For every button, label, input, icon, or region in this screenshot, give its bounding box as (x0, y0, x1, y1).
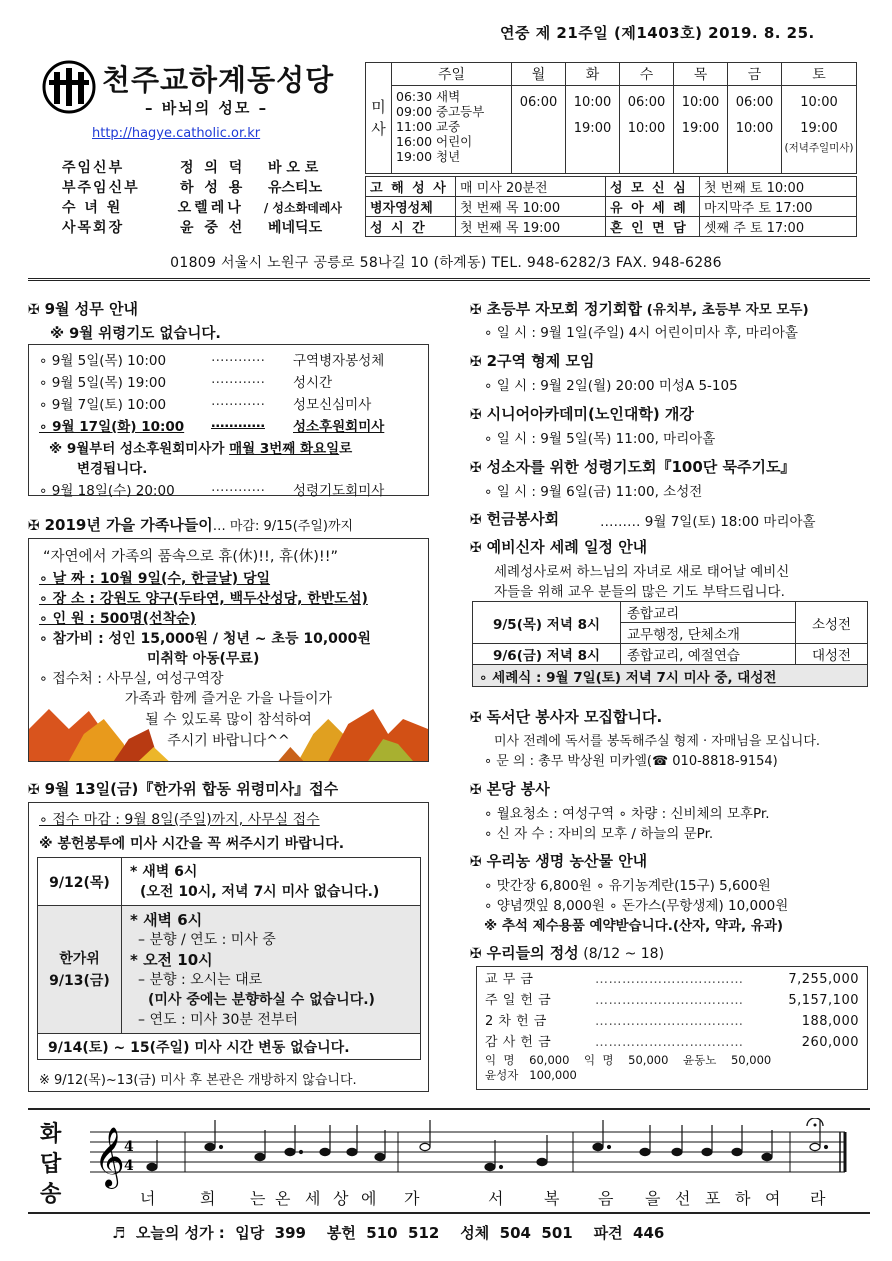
offering-row: 2 차 헌 금 …………………………… 188,000 (485, 1014, 859, 1029)
church-website-link[interactable]: http://hagye.catholic.or.kr (92, 126, 261, 141)
sacrament-row: 고 해 성 사 매 미사 20분전 성 모 신 심 첫 번째 토 10:00 (366, 177, 857, 197)
offering-row: 교 무 금 …………………………… 7,255,000 (485, 972, 859, 987)
offering-row: 주 일 헌 금 …………………………… 5,157,100 (485, 993, 859, 1008)
event-item: ∘ 9월 5일(목) 19:00 ………… 성시간 (39, 371, 333, 391)
memorial-closing-note: ※ 9/12(목)~13(금) 미사 후 본관은 개방하지 않습니다. (39, 1073, 357, 1088)
wednesday-masses: 06:00 10:00 (620, 86, 674, 174)
event-item: ∘ 9월 7일(토) 10:00 ………… 성모신심미사 (39, 393, 372, 413)
offering-row: 감 사 헌 금 …………………………… 260,000 (485, 1035, 859, 1050)
baptism-schedule-table: 9/5(목) 저녁 8시 종합교리 소성전 교무행정, 단체소개 9/6(금) 저녁 8시 종합교리, 예절연습 대성전 ∘ 세례식 : 9월 7일(토) 저녁 7시 미사 중, 대성전 (472, 601, 868, 687)
church-address: 01809 서울시 노원구 공릉로 58나길 10 (하계동) TEL. 948-6282/3 FAX. 948-6286 (170, 255, 722, 271)
hymn-divider (28, 1108, 870, 1110)
info-line: ∘ 일 시 : 9월 2일(월) 20:00 미성A 5-105 (484, 378, 738, 394)
time-signature: 4 (124, 1139, 134, 1155)
staff-row: 주임신부 정 의 덕 바 오 로 (62, 160, 319, 176)
staff-list (62, 158, 342, 238)
info-line: ∘ 일 시 : 9월 6일(금) 11:00, 소성전 (484, 484, 703, 500)
mass-schedule-table (365, 62, 857, 174)
section-title: ✠ 9월 성무 안내 (28, 298, 138, 319)
event-note: ※ 9월부터 성소후원회미사가 매월 3번째 화요일로 (49, 441, 353, 457)
donor-list: 익 명 60,000 익 명 50,000 윤동노 50,000 (485, 1053, 772, 1067)
day-header: 목 (674, 63, 728, 86)
church-logo-icon (42, 60, 96, 114)
info-text: 자들을 위해 교우 분들의 많은 기도 부탁드립니다. (494, 584, 785, 600)
info-text: 세례성사로써 하느님의 자녀로 새로 태어날 예비신 (494, 564, 790, 580)
event-item: ∘ 9월 18일(수) 20:00 ………… 성령기도회미사 (39, 479, 385, 499)
info-line: ∘ 맛간장 6,800원 ∘ 유기농계란(15구) 5,600원 (484, 878, 771, 894)
memorial-deadline: ∘ 접수 마감 : 9월 8일(주일)까지, 사무실 접수 (39, 812, 320, 828)
svg-text:4: 4 (124, 1158, 134, 1174)
friday-masses: 06:00 10:00 (728, 86, 782, 174)
thursday-masses: 10:00 19:00 (674, 86, 728, 174)
memorial-mass-box (28, 802, 429, 1092)
day-header: 금 (728, 63, 782, 86)
outing-invitation: 가족과 함께 즐거운 가을 나들이가 될 수 있도록 많이 참석하여 주시기 바랍니다^^ (124, 691, 333, 749)
section-title: ✠ 우리들의 정성 (8/12 ~ 18) (470, 942, 664, 963)
outing-slogan: “자연에서 가족의 품속으로 휴(休)!!, 휴(休)!!” (43, 549, 339, 565)
section-title: ✠ 시니어아카데미(노인대학) 개강 (470, 403, 694, 424)
info-line: ……… 9월 7일(토) 18:00 마리아홀 (600, 514, 816, 530)
church-name: 천주교하계동성당 (102, 63, 335, 97)
staff-row: 부주임신부 하 성 용 유스티노 (62, 180, 323, 196)
section-title: ✠ 독서단 봉사자 모집합니다. (470, 706, 662, 727)
event-note: 변경됩니다. (77, 461, 148, 477)
issue-info: 연중 제 21주일 (제1403호) 2019. 8. 25. (500, 24, 815, 42)
sacrament-row: 성 시 간 첫 번째 목 19:00 혼 인 면 담 셋째 주 토 17:00 (366, 217, 857, 237)
tuesday-masses: 10:00 19:00 (566, 86, 620, 174)
church-subtitle: – 바뇌의 성모 – (145, 99, 269, 117)
section-title: ✠ 2019년 가을 가족나들이… 마감: 9/15(주일)까지 (28, 514, 353, 535)
section-title: ✠ 성소자를 위한 성령기도회『100단 묵주기도』 (470, 456, 795, 477)
memorial-note: ※ 봉헌봉투에 미사 시간을 꼭 써주시기 바랍니다. (39, 836, 345, 852)
section-title: ✠ 2구역 형제 모임 (470, 350, 594, 371)
info-line: ∘ 문 의 : 총무 박상원 미카엘(☎ 010-8818-9154) (484, 754, 778, 769)
saturday-masses: 10:00 19:00 (저녁주일미사) (782, 86, 857, 174)
memorial-schedule-table: 9/12(목) * 새벽 6시 (오전 10시, 저녁 7시 미사 없습니다.) 한가위 9/13(금) * 새벽 6시 – 분향 / 연도 : 미사 중 * 오전 10시 – 분향 : 오시는 대로 (미사 중에는 분향하실 수 없습니다.) – 연도 : 미사 30분 전부터 9/14(토) ~ 15(주일) 미사 시간 변동 없습니다. (37, 857, 421, 1060)
misa-label: 미 사 (366, 63, 392, 174)
day-header: 화 (566, 63, 620, 86)
header-divider (28, 278, 870, 281)
info-line: ∘ 일 시 : 9월 1일(주일) 4시 어린이미사 후, 마리아홀 (484, 325, 798, 341)
donor-list: 윤성자 100,000 (485, 1068, 577, 1082)
todays-hymns: ♬ 오늘의 성가 : 입당 399 봉헌 510 512 성체 504 501 파견 446 (112, 1224, 665, 1242)
monday-masses: 06:00 (512, 86, 566, 174)
day-header: 주일 (392, 63, 512, 86)
hymn-label: 화 답 송 (40, 1122, 62, 1207)
hymn-staff (80, 1118, 850, 1190)
section-title: ✠ 헌금봉사회 (470, 508, 559, 529)
info-text: 미사 전례에 독서를 봉독해주실 형제 · 자매님을 모십니다. (494, 734, 821, 749)
section-title: ✠ 초등부 자모회 정기회합 (유치부, 초등부 자모 모두) (470, 298, 809, 319)
staff-row: 수 녀 원 오렐레나 / 성소화데레사 (62, 200, 342, 216)
section-subtitle: ※ 9월 위령기도 없습니다. (50, 326, 221, 342)
outing-details: ∘ 날 짜 : 10월 9일(수, 한글날) 당일 ∘ 장 소 : 강원도 양구(두타연, 백두산성당, 한반도섬) ∘ 인 원 : 500명(선착순) ∘ 참가비 : 성인 15,000원 / 청년 ~ 초등 10,000원 미취학 아동(무료) ∘ 접수처 : 사무실, 여성구역장 (39, 571, 371, 687)
info-line: ∘ 신 자 수 : 자비의 모후 / 하늘의 문Pr. (484, 826, 714, 842)
sacrament-table (365, 176, 857, 237)
event-item: ∘ 9월 5일(목) 10:00 ………… 구역병자봉성체 (39, 349, 385, 369)
info-note: ※ 추석 제수용품 예약받습니다.(산자, 약과, 유과) (484, 918, 784, 934)
staff-row: 사목회장 윤 중 선 베네딕도 (62, 220, 323, 236)
info-line: ∘ 일 시 : 9월 5일(목) 11:00, 마리아홀 (484, 431, 716, 447)
section-title: ✠ 본당 봉사 (470, 778, 550, 799)
treble-clef-icon: 𝄞 (94, 1127, 125, 1187)
event-item: ∘ 9월 17일(화) 10:00 ………… 성소후원회미사 (39, 415, 385, 435)
section-title: ✠ 9월 13일(금)『한가위 합동 위령미사』접수 (28, 778, 338, 799)
day-header: 수 (620, 63, 674, 86)
family-outing-box (28, 538, 429, 762)
sunday-masses: 06:30 새벽 09:00 중고등부 11:00 교중 16:00 어린이 19:00 청년 (392, 86, 512, 174)
day-header: 토 (782, 63, 857, 86)
sacrament-row: 병자영성체 첫 번째 목 10:00 유 아 세 례 마지막주 토 17:00 (366, 197, 857, 217)
footer-divider (28, 1212, 870, 1214)
offering-box (476, 966, 868, 1090)
section-title: ✠ 우리농 생명 농산물 안내 (470, 850, 647, 871)
day-header: 월 (512, 63, 566, 86)
september-events-box (28, 344, 429, 499)
section-title: ✠ 예비신자 세례 일정 안내 (470, 536, 647, 557)
info-line: ∘ 양념깻잎 8,000원 ∘ 돈가스(무항생제) 10,000원 (484, 898, 789, 914)
info-line: ∘ 월요청소 : 여성구역 ∘ 차량 : 신비체의 모후Pr. (484, 806, 770, 822)
